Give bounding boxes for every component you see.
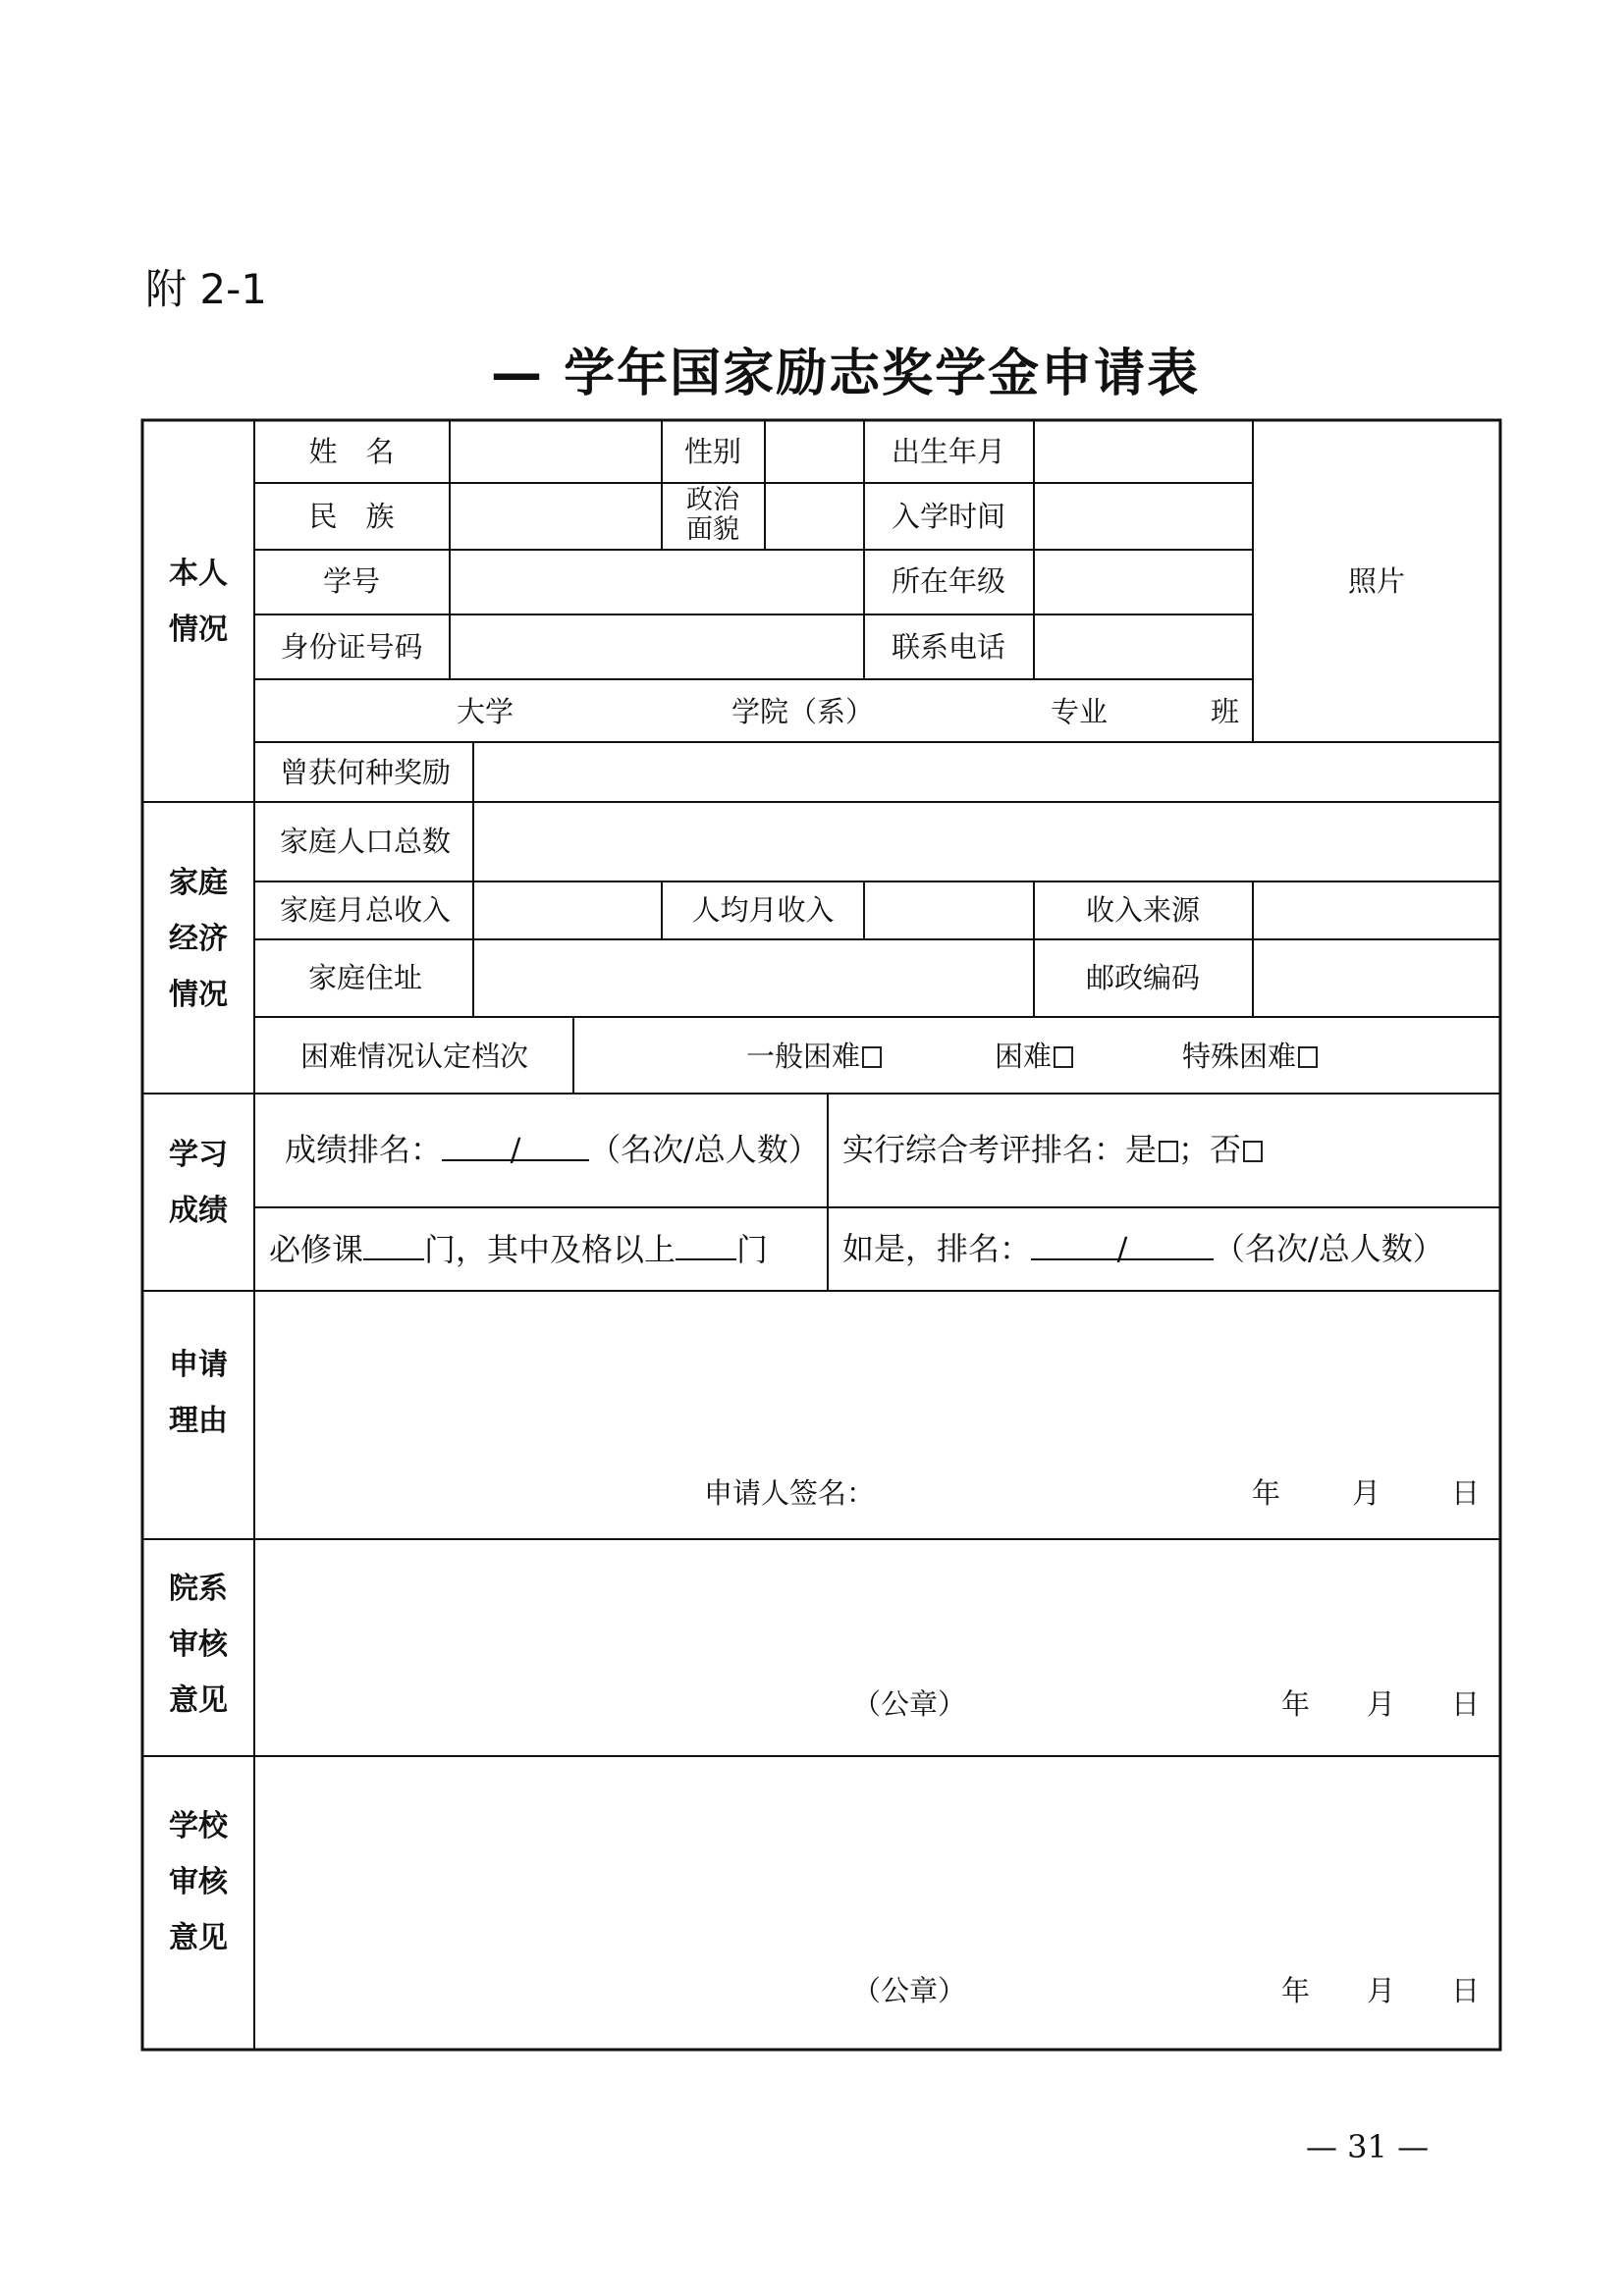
- per-capita-income-label: 人均月收入: [691, 893, 835, 927]
- dept-month: 月: [1367, 1687, 1396, 1721]
- family-address-label: 家庭住址: [307, 961, 423, 994]
- level-difficult-text: 困难: [995, 1040, 1053, 1073]
- grade-rank-row: 成绩排名： / （名次/总人数）: [285, 1131, 820, 1168]
- passed-courses-blank[interactable]: [676, 1233, 736, 1260]
- level-general-option[interactable]: [746, 1042, 882, 1071]
- dept-day: 日: [1451, 1687, 1481, 1721]
- dept-seal-label: （公章）: [852, 1687, 967, 1721]
- level-special-checkbox[interactable]: [1298, 1046, 1318, 1068]
- comprehensive-rank-row: 实行综合考评排名：是 ；否: [842, 1134, 1263, 1165]
- reason-day: 日: [1451, 1476, 1481, 1510]
- section-personal-label: 本人 情况: [169, 557, 228, 647]
- birth-date-label: 出生年月: [891, 435, 1006, 468]
- difficulty-level-label: 困难情况认定档次: [299, 1040, 529, 1073]
- postcode-label: 邮政编码: [1085, 961, 1201, 994]
- page-title: — 学年国家励志奖学金申请表: [491, 345, 1201, 403]
- grade-label: 所在年级: [891, 564, 1006, 598]
- income-source-label: 收入来源: [1085, 893, 1201, 927]
- section-dept-review-label: 院系 审核 意见: [169, 1572, 228, 1718]
- school-month: 月: [1367, 1974, 1396, 2007]
- political-status-label: 政治 面貌: [686, 485, 739, 545]
- section-family-label: 家庭 经济 情况: [169, 866, 228, 1012]
- applicant-signature-label: 申请人签名：: [704, 1476, 876, 1510]
- section-reason-label: 申请 理由: [169, 1348, 228, 1438]
- if-yes-rank-blank[interactable]: /: [1031, 1233, 1214, 1260]
- photo-placeholder-label: 照片: [1347, 564, 1406, 598]
- reason-year: 年: [1252, 1476, 1281, 1510]
- family-monthly-income-label: 家庭月总收入: [279, 893, 452, 927]
- school-year: 年: [1281, 1974, 1311, 2007]
- student-id-label: 学号: [322, 564, 381, 598]
- phone-label: 联系电话: [891, 630, 1006, 664]
- grade-rank-blank[interactable]: /: [442, 1134, 589, 1161]
- university-label: 大学: [457, 695, 514, 728]
- required-courses-blank[interactable]: [363, 1233, 424, 1260]
- gender-label: 性别: [683, 435, 742, 468]
- college-label: 学院（系）: [731, 695, 875, 728]
- section-school-review-label: 学校 审核 意见: [169, 1809, 228, 1955]
- name-label: 姓 名: [308, 435, 395, 468]
- dept-year: 年: [1281, 1687, 1311, 1721]
- section-study-label: 学习 成绩: [169, 1138, 228, 1228]
- reason-month: 月: [1352, 1476, 1381, 1510]
- class-label: 班: [1211, 695, 1240, 728]
- level-general-text: 一般困难: [746, 1040, 861, 1073]
- enrollment-date-label: 入学时间: [891, 500, 1006, 533]
- awards-label: 曾获何种奖励: [279, 756, 452, 789]
- family-population-label: 家庭人口总数: [279, 825, 452, 858]
- required-courses-row: 必修课 门，其中及格以上 门: [269, 1231, 769, 1268]
- level-special-option[interactable]: [1182, 1042, 1318, 1071]
- comprehensive-no-checkbox[interactable]: [1243, 1141, 1263, 1162]
- level-difficult-checkbox[interactable]: [1054, 1046, 1073, 1068]
- attachment-label: 附 2-1: [145, 265, 267, 313]
- level-general-checkbox[interactable]: [862, 1046, 882, 1068]
- comprehensive-yes-checkbox[interactable]: [1159, 1141, 1178, 1162]
- school-seal-label: （公章）: [852, 1974, 967, 2007]
- id-card-label: 身份证号码: [280, 630, 423, 664]
- if-yes-rank-row: 如是，排名： / （名次/总人数）: [842, 1230, 1444, 1267]
- major-label: 专业: [1051, 695, 1109, 728]
- level-special-text: 特殊困难: [1182, 1040, 1297, 1073]
- level-difficult-option[interactable]: [995, 1042, 1073, 1071]
- school-day: 日: [1451, 1974, 1481, 2007]
- ethnicity-label: 民 族: [308, 500, 395, 533]
- page-number: — 31 —: [1306, 2128, 1430, 2165]
